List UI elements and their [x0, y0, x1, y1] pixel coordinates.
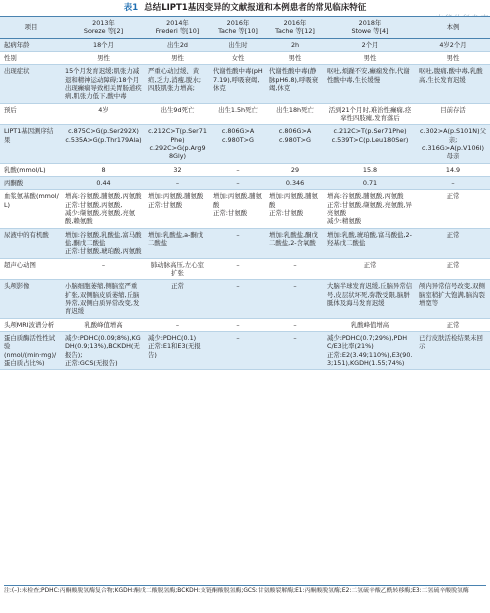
table-cell: 14.9	[416, 163, 490, 176]
row-label: 尿液中的有机酸	[0, 228, 62, 258]
row-label: 蛋白质酶活性性试验 (nmol/(min·mg)/蛋白质占比%)	[0, 331, 62, 369]
table-cell: c.806G>A c.980T>G	[266, 125, 324, 163]
table-cell: –	[145, 176, 210, 189]
table-cell: 颅内异常信号改变,双侧脑室稍扩大饱满,脑沟裂增宽等	[416, 280, 490, 318]
table-cell: 乳酸峰值增高	[62, 318, 145, 331]
table-cell: 正常	[416, 258, 490, 280]
table-cell: c.212C>T(p.Ser71Phe) c.539T>C(p.Leu180Ser)	[324, 125, 416, 163]
table-cell: 增加:丙氨酸,脯氨酸 正常:甘氨酸	[266, 190, 324, 228]
table-row	[0, 331, 490, 369]
column-header: 2016年 Tache 等[10]	[210, 17, 266, 39]
row-label: 丙酮酸	[0, 176, 62, 189]
table-cell: 32	[145, 163, 210, 176]
table-cell: 女性	[210, 51, 266, 64]
table-cell: 增加:谷氨酸,乳酸盐,富马酸盐,酮戊二酸盐 正常:甘氨酸,琥珀酸,丙氨酸	[62, 228, 145, 258]
table-cell: 18个月	[62, 38, 145, 51]
table-row	[0, 176, 490, 189]
column-header: 2016年 Tache 等[12]	[266, 17, 324, 39]
row-label: 起病年龄	[0, 38, 62, 51]
row-label: 乳酸(mmol/L)	[0, 163, 62, 176]
table-cell: 出生1.5h死亡	[210, 103, 266, 125]
table-cell: 减少:PDHC(0.09;8%),KGDH(0.9;13%),BCKDH(无报告); 正常:GCS(无报告)	[62, 331, 145, 369]
table-cell: 增高:谷氨酸,脯氨酸,丙氨酸 正常:甘氨酸,丙氨酸, 减少:缬氨酸,亮氨酸,亮氨酸,赖氨酸	[62, 190, 145, 228]
table-row	[0, 280, 490, 318]
table-cell: 增加:乳酸盐,a-酮戊二酸盐	[145, 228, 210, 258]
table-cell: –	[210, 280, 266, 318]
table-cell: 15个月发育迟缓;肌张力减退和精神运动障碍;18个月出现癫痫导致相关胃肠道疾病,肌张力低下,酸中毒	[62, 65, 145, 103]
table-cell: 正常	[416, 318, 490, 331]
table-cell: 29	[266, 163, 324, 176]
row-label: 出现症状	[0, 65, 62, 103]
table-cell: 增加:乳酸盐,酮戊二酸盐,2-含氧酸	[266, 228, 324, 258]
table-cell: 正常	[416, 228, 490, 258]
table-cell: 呕吐,腹痛,酸中毒,乳酸高,生长发育迟缓	[416, 65, 490, 103]
table-cell: 8	[62, 163, 145, 176]
table-cell: 目前存活	[416, 103, 490, 125]
row-label: LIPT1基因测序结果	[0, 125, 62, 163]
table-cell: 肺动脉高压,左心室扩张	[145, 258, 210, 280]
table-cell: 出生2d	[145, 38, 210, 51]
table-cell: –	[210, 331, 266, 369]
table-body	[0, 17, 490, 370]
row-label: 头颅MRI波谱分析	[0, 318, 62, 331]
table-cell: 增加:丙氨酸,脯氨酸 正常:甘氨酸	[145, 190, 210, 228]
table-caption	[0, 3, 490, 14]
table-cell: 正常	[324, 258, 416, 280]
table-cell: 正常	[145, 280, 210, 318]
table-cell: 大脑半球发育迟缓,丘脑异常信号,皮层状坏死,弥散受限,脑胼胝体及海马发育迟缓	[324, 280, 416, 318]
row-label: 血浆氨基酸(mmol/L)	[0, 190, 62, 228]
table-cell: 活到21个月时,难治性癫痫,痉挛性四肢瘫,发育落后	[324, 103, 416, 125]
table-row	[0, 103, 490, 125]
table-cell: c.212C>T(p.Ser71Phe) c.292C>G(p.Arg98Gly)	[145, 125, 210, 163]
table-cell: c.806G>A c.980T>G	[210, 125, 266, 163]
table-cell: –	[266, 331, 324, 369]
table-cell: 4岁2个月	[416, 38, 490, 51]
table-cell: 减少:PDHC(0.7;29%),PDHC/E3比率(21%) 正常:E2(3.49;110%),E3(90.3;151),KGDH(1.55;74%)	[324, 331, 416, 369]
table-cell: –	[62, 258, 145, 280]
table-cell: 2h	[266, 38, 324, 51]
table-row	[0, 228, 490, 258]
column-header: 本例	[416, 17, 490, 39]
table-cell: 严重心动过缓、黄疸,乏力,消瘦,脱水;四肢肌张力增高;	[145, 65, 210, 103]
table-cell: 男性	[145, 51, 210, 64]
table-cell: –	[210, 228, 266, 258]
table-cell: 减少:PDHC(0.1) 正常:E1和E3(无报告)	[145, 331, 210, 369]
table-cell: –	[266, 280, 324, 318]
table-cell: 4岁	[62, 103, 145, 125]
literature-table	[0, 16, 490, 370]
table-cell: 增高:谷氨酸,脯氨酸,丙氨酸 正常:甘氨酸,缬氨酸,亮氨酸,异亮氨酸 减少:精氨酸	[324, 190, 416, 228]
row-label: 头颅影像	[0, 280, 62, 318]
table-cell: 代谢性酸中毒(静脉pH6.8),呼吸衰竭,休克	[266, 65, 324, 103]
table-cell: 男性	[62, 51, 145, 64]
table-footnote: 注:(–):未检查;PDHC:丙酮酸脱氢酶复合物;KGDH:酮戊二酸脱氢酶;BCKDH:支链酮酸脱氢酶;GCS:甘氨酸裂解酶;E1:丙酮酸脱氢酶;E2:二氢硫辛酸乙酰转移酶;E3:二氢硫辛酸脱氢酶	[4, 585, 486, 596]
table-row	[0, 38, 490, 51]
table-cell: 15.8	[324, 163, 416, 176]
table-row	[0, 163, 490, 176]
table-row	[0, 190, 490, 228]
row-label: 超声心动图	[0, 258, 62, 280]
row-label: 预后	[0, 103, 62, 125]
table-cell: 男性	[266, 51, 324, 64]
table-cell: 男性	[324, 51, 416, 64]
table-cell: 已行皮肤活检结果未回示	[416, 331, 490, 369]
table-cell: –	[266, 318, 324, 331]
table-cell: 出生18h死亡	[266, 103, 324, 125]
table-cell: c.302>A(p.S101N)父亲; c.316G>A(p.V106I)母亲	[416, 125, 490, 163]
table-label: 表1	[123, 3, 139, 13]
table-header-row	[0, 17, 490, 39]
table-cell: 增加:乳酸,琥珀酸,富马酸盐,2-羟基戊二酸盐	[324, 228, 416, 258]
table-row	[0, 65, 490, 103]
table-cell: 小脑细胞萎缩,侧脑室严重扩张,双侧脑皮质萎缩,丘脑异常,双侧白质异常改变,发育迟缓	[62, 280, 145, 318]
table-row	[0, 258, 490, 280]
table-cell: –	[210, 176, 266, 189]
table-title: 总结LIPT1基因变异的文献报道和本例患者的常见临床特征	[144, 3, 367, 13]
table-cell: –	[210, 163, 266, 176]
table-cell: 男性	[416, 51, 490, 64]
table-cell: 出生9d死亡	[145, 103, 210, 125]
table-cell: –	[210, 318, 266, 331]
table-cell: –	[416, 176, 490, 189]
table-row	[0, 125, 490, 163]
column-header: 2018年 Stowe 等[4]	[324, 17, 416, 39]
table-cell: 增加:丙氨酸,脯氨酸 正常:甘氨酸	[210, 190, 266, 228]
row-label: 性别	[0, 51, 62, 64]
table-row	[0, 318, 490, 331]
table-cell: –	[266, 258, 324, 280]
table-cell: –	[210, 258, 266, 280]
column-header: 2014年 Frederi 等[10]	[145, 17, 210, 39]
table-cell: –	[145, 318, 210, 331]
table-cell: c.875C>G(p.Ser292X) c.535A>G(p.Thr179Ala)	[62, 125, 145, 163]
table-cell: 呕吐,烦躁不安,癫痫发作,代谢性酸中毒,生长缓慢	[324, 65, 416, 103]
column-header: 项目	[0, 17, 62, 39]
table-cell: 出生时	[210, 38, 266, 51]
table-cell: 2个月	[324, 38, 416, 51]
table-cell: 0.346	[266, 176, 324, 189]
table-cell: 正常	[416, 190, 490, 228]
table-cell: 乳酸峰值增高	[324, 318, 416, 331]
table-cell: 0.44	[62, 176, 145, 189]
table-row	[0, 51, 490, 64]
column-header: 2013年 Soreze 等[2]	[62, 17, 145, 39]
table-cell: 代谢性酸中毒(pH7.19),呼吸衰竭,休克	[210, 65, 266, 103]
table-cell: 0.71	[324, 176, 416, 189]
